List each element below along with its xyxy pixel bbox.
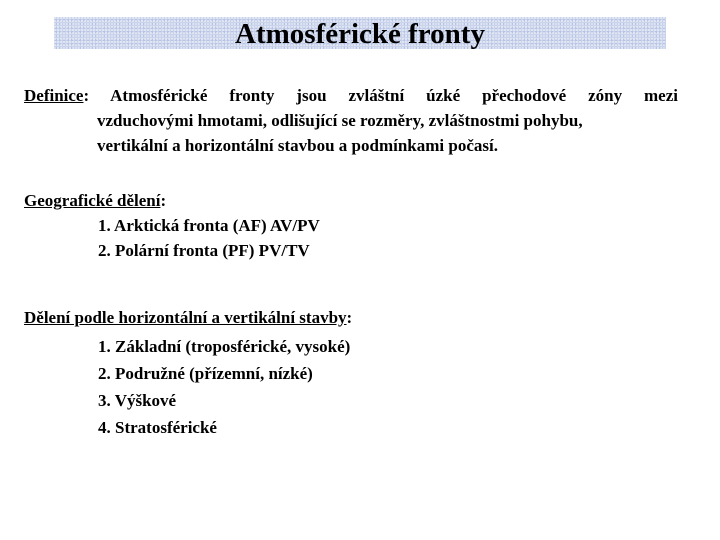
title-banner [54,17,666,49]
list-item: 2. Polární fronta (PF) PV/TV [98,241,310,260]
list-item: 4. Stratosférické [98,418,217,437]
list-item: 1. Základní (troposférické, vysoké) [98,337,351,356]
definition-line-1: Definice: Atmosférické fronty jsou zvláštní úzké přechodové zóny mezi [24,86,678,105]
list-item: 2. Podružné (přízemní, nízké) [98,364,313,383]
structural-section [24,305,352,440]
page-title: Atmosférické fronty [235,18,485,50]
definition-line-3: vertikální a horizontální stavbou a podmínkami počasí. [97,136,498,155]
definition-block [24,83,678,158]
list-item: 3. Výškové [98,391,177,410]
geographic-heading-line: Geografické dělení: [24,191,167,210]
definition-text-1: Atmosférické fronty jsou zvláštní úzké přechodové zóny mezi [110,86,678,105]
list-item: 1. Arktická fronta (AF) AV/PV [98,216,320,235]
geographic-heading: Geografické dělení [24,191,161,210]
definition-line-2: vzduchovými hmotami, odlišující se rozměry, zvláštnostmi pohybu, [97,111,583,130]
structural-heading-line: Dělení podle horizontální a vertikální stavby: [24,308,353,327]
geographic-section [24,188,320,263]
structural-heading: Dělení podle horizontální a vertikální stavby [24,308,347,327]
definition-term: Definice [24,86,84,105]
